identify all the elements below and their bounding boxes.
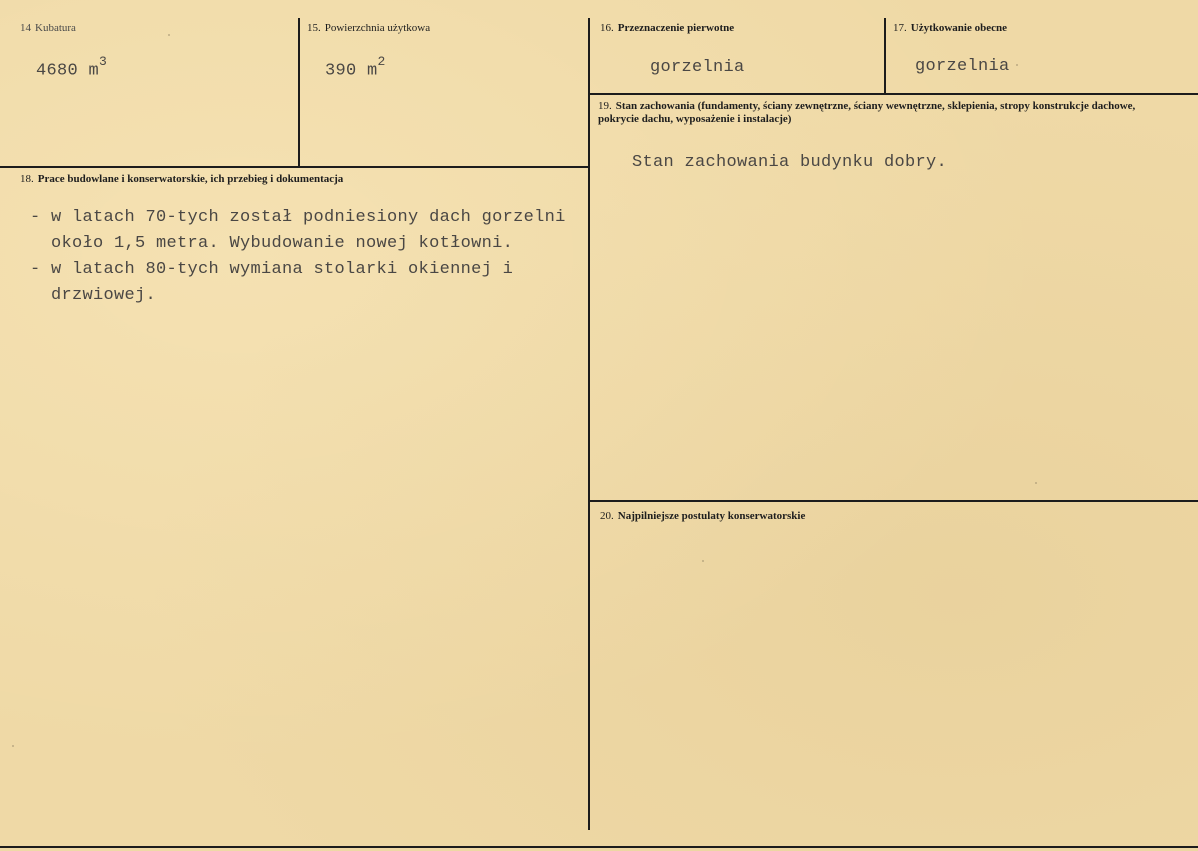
- field-number: 15.: [307, 22, 321, 34]
- paper-speck: [702, 560, 704, 562]
- field-number: 20.: [600, 510, 614, 522]
- paper-speck: [1016, 64, 1018, 66]
- field-uzytkowanie-value: gorzelnia: [915, 57, 1010, 76]
- field-stan-label: 19. Stan zachowania (fundamenty, ściany zewnętrzne, ściany wewnętrzne, sklepienia, stropy konstrukcje dachowe, pokrycie dachu, wyposażenie i instalacje): [598, 100, 1136, 125]
- field-prace-text: [30, 205, 566, 309]
- field-kubatura-label: 14 Kubatura: [20, 22, 76, 34]
- field-powierzchnia-value: 390 $m^2$: [325, 54, 386, 81]
- rule-center-divider: [588, 18, 590, 830]
- field-przeznaczenie-value: gorzelnia: [650, 58, 745, 77]
- field-number: 17.: [893, 22, 907, 34]
- paper-speck: [12, 745, 14, 747]
- field-number: 14: [20, 22, 31, 34]
- prace-line: - w latach 70-tych został podniesiony dach gorzelni: [30, 208, 566, 227]
- rule-fields-16-17-bottom: [590, 93, 1198, 95]
- field-przeznaczenie-label: 16. Przeznaczenie pierwotne: [600, 22, 735, 34]
- paper-speck: [1035, 482, 1037, 484]
- field-number: 18.: [20, 173, 34, 185]
- prace-line: drzwiowej.: [30, 286, 157, 305]
- field-uzytkowanie-label: 17. Użytkowanie obecne: [893, 22, 1007, 34]
- rule-field-19-bottom: [590, 500, 1198, 502]
- rule-between-14-15: [298, 18, 300, 166]
- prace-line: - w latach 80-tych wymiana stolarki okiennej i: [30, 260, 514, 279]
- rule-top-section-bottom: [0, 166, 590, 168]
- field-prace-label: 18. Prace budowlane i konserwatorskie, ich przebieg i dokumentacja: [20, 173, 344, 185]
- field-stan-value: Stan zachowania budynku dobry.: [632, 153, 948, 172]
- field-number: 16.: [600, 22, 614, 34]
- field-kubatura-value: 4680 $m^3$: [36, 54, 108, 81]
- rule-card-bottom: [0, 846, 1198, 848]
- rule-between-16-17: [884, 18, 886, 93]
- field-number: 19.: [598, 100, 612, 112]
- prace-line: około 1,5 metra. Wybudowanie nowej kotłowni.: [30, 234, 514, 253]
- paper-speck: [168, 34, 170, 36]
- field-postulaty-label: 20. Najpilniejsze postulaty konserwatorskie: [600, 510, 806, 522]
- field-powierzchnia-label: 15. Powierzchnia użytkowa: [307, 22, 431, 34]
